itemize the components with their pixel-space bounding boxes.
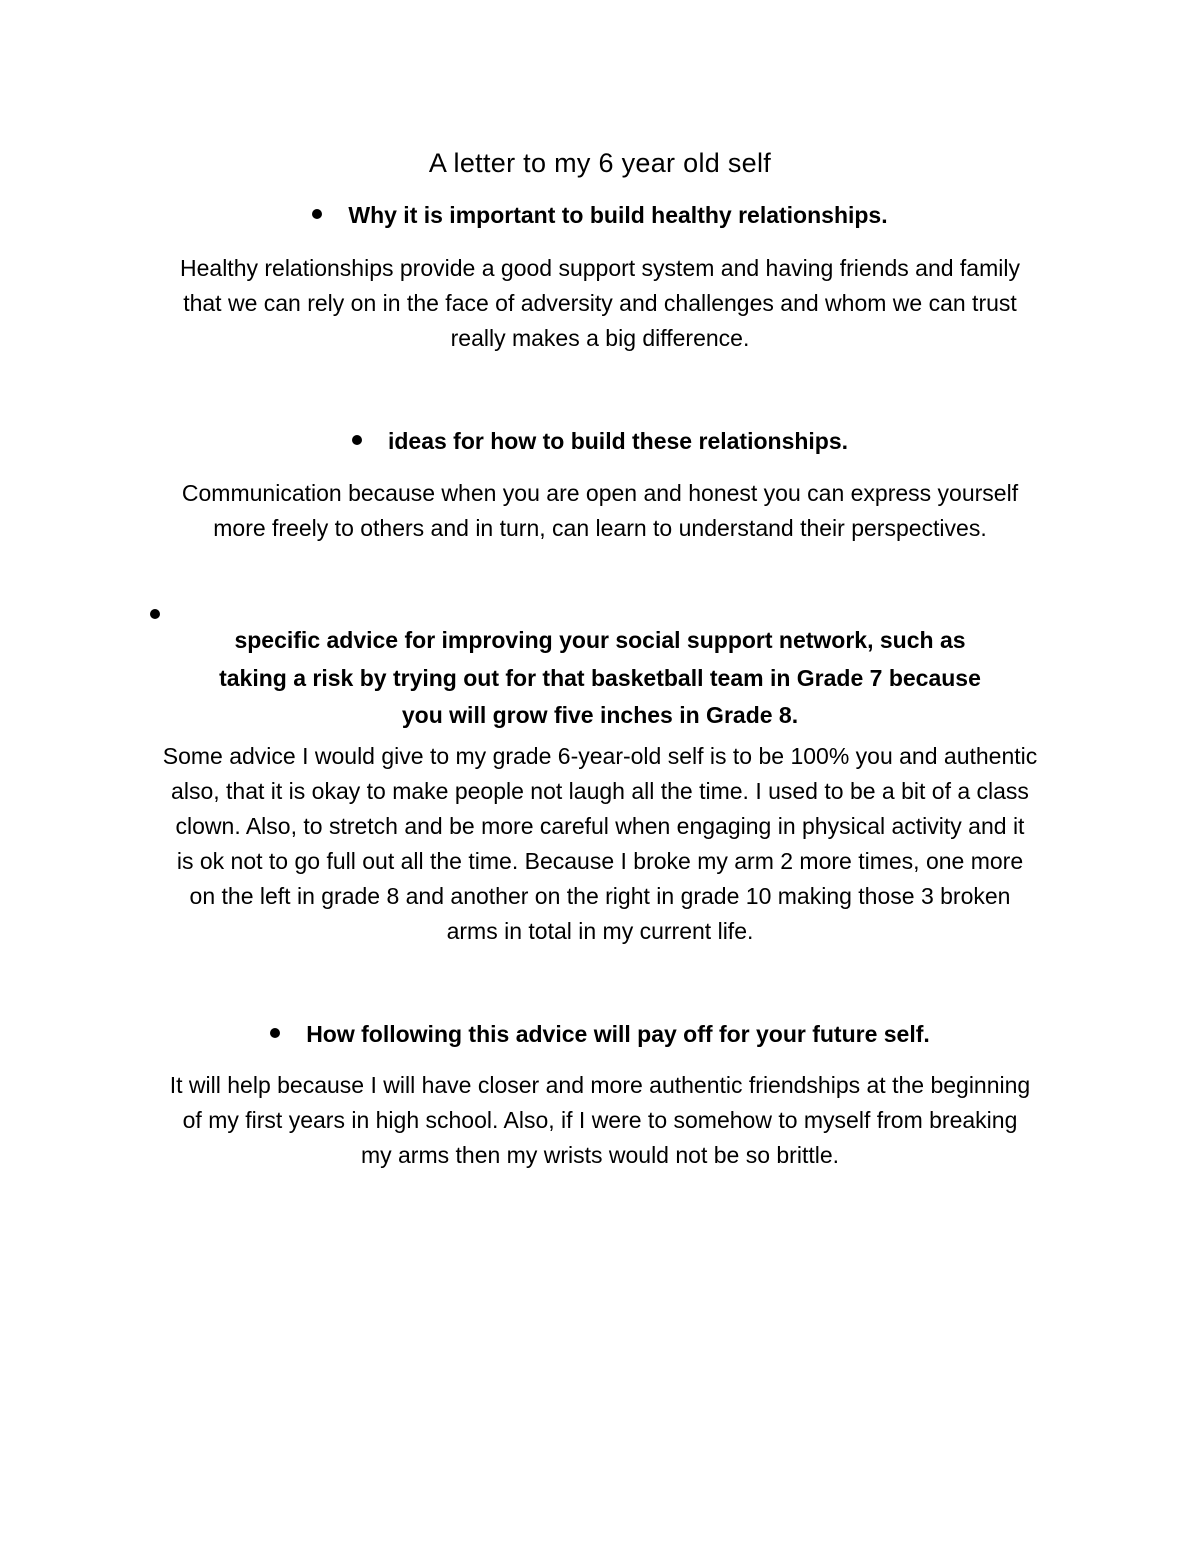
body-line: Some advice I would give to my grade 6-year-old self is to be 100% you and authentic (162, 743, 1038, 769)
section-heading-pay-off (0, 1016, 1200, 1053)
document-title: A letter to my 6 year old self (428, 148, 772, 178)
body-line: on the left in grade 8 and another on the right in grade 10 making those 3 broken (189, 883, 1011, 909)
body-line: clown. Also, to stretch and be more careful when engaging in physical activity and it (175, 813, 1025, 839)
section-heading-text: Why it is important to build healthy relationships. (348, 202, 888, 228)
section-heading-ideas (0, 423, 1200, 460)
section-heading-why-important (0, 197, 1200, 234)
section-heading-line: you will grow five inches in Grade 8. (401, 702, 799, 728)
bullet-icon (270, 1028, 280, 1038)
body-line: more freely to others and in turn, can learn to understand their perspectives. (213, 515, 987, 541)
section-body-ideas (150, 476, 1050, 546)
section-heading-text: How following this advice will pay off for your future self. (306, 1021, 930, 1047)
body-line: Healthy relationships provide a good support system and having friends and family (180, 255, 1020, 281)
body-line: Communication because when you are open and honest you can express yourself (181, 480, 1019, 506)
section-heading-text: ideas for how to build these relationships. (387, 428, 849, 454)
section-body-specific-advice (150, 739, 1050, 949)
body-line: It will help because I will have closer and more authentic friendships at the beginning (169, 1072, 1031, 1098)
section-body-pay-off (150, 1068, 1050, 1173)
body-line: that we can rely on in the face of adversity and challenges and whom we can trust (183, 290, 1017, 316)
body-line: really makes a big difference. (450, 325, 750, 351)
body-line: also, that it is okay to make people not laugh all the time. I used to be a bit of a class (171, 778, 1029, 804)
bullet-icon (150, 609, 160, 619)
body-line: is ok not to go full out all the time. Because I broke my arm 2 more times, one more (176, 848, 1024, 874)
body-line: my arms then my wrists would not be so brittle. (360, 1142, 840, 1168)
bullet-icon (352, 435, 362, 445)
section-heading-line: specific advice for improving your social support network, such as (150, 612, 1050, 660)
bullet-icon (312, 209, 322, 219)
body-line: of my first years in high school. Also, if I were to somehow to myself from breaking (182, 1107, 1018, 1133)
section-heading-specific-advice (150, 612, 1050, 735)
section-heading-line: taking a risk by trying out for that basketball team in Grade 7 because (219, 664, 981, 691)
body-line: arms in total in my current life. (446, 918, 754, 944)
section-body-why-important (150, 251, 1050, 356)
